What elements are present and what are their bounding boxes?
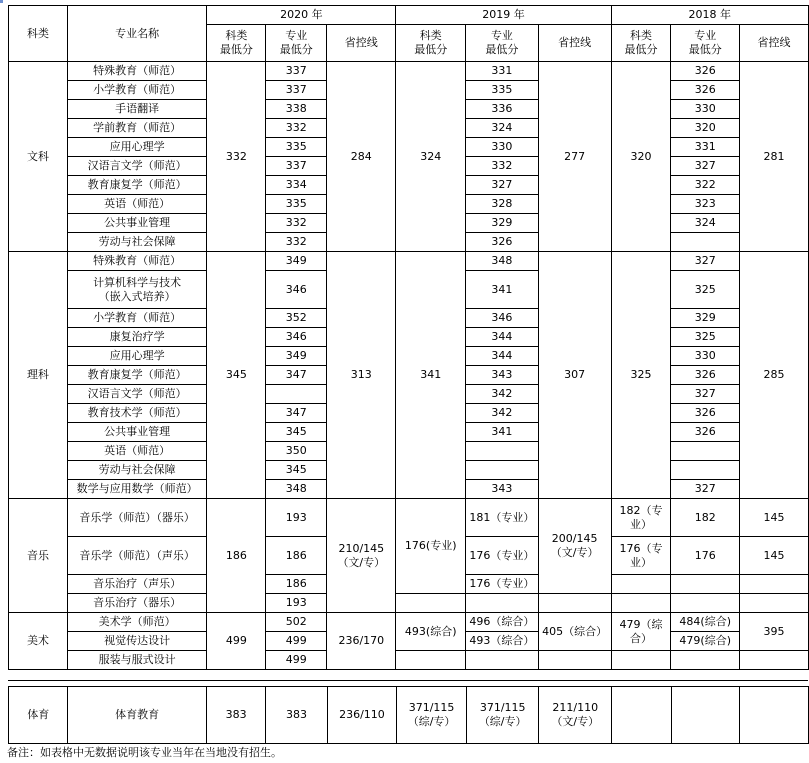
score-2020: 337 [266, 62, 327, 81]
header-category: 科类 [9, 6, 68, 62]
empty-cell [396, 594, 465, 613]
major-name: 小学教育（师范） [67, 81, 206, 100]
score-2020: 332 [266, 214, 327, 233]
score-2018: 327 [671, 385, 740, 404]
major-name: 手语翻译 [67, 100, 206, 119]
score-2018: 327 [671, 252, 740, 271]
score-2020: 347 [266, 366, 327, 385]
tiyu-2020-control-line: 236/110 [327, 687, 397, 744]
score-2020: 350 [266, 442, 327, 461]
score-2020: 345 [266, 461, 327, 480]
wenke-2018-category-min: 320 [611, 62, 671, 252]
score-2018: 326 [671, 404, 740, 423]
subheader-2018-control-line: 省控线 [739, 25, 808, 62]
score-2020: 499 [266, 632, 327, 651]
score-2020: 338 [266, 100, 327, 119]
score-2019 [465, 442, 538, 461]
tiyu-2020-category-min: 383 [206, 687, 265, 744]
score-2020: 334 [266, 176, 327, 195]
major-name: 服装与服式设计 [67, 651, 206, 670]
score-2020: 193 [266, 594, 327, 613]
score-2018: 329 [671, 309, 740, 328]
major-name: 公共事业管理 [67, 423, 206, 442]
category-meishu: 美术 [9, 613, 68, 670]
meishu-2018-control-line: 395 [739, 613, 808, 651]
score-2020 [266, 385, 327, 404]
score-2020: 347 [266, 404, 327, 423]
score-2020: 348 [266, 480, 327, 499]
score-2018 [672, 687, 740, 744]
score-2020: 332 [266, 119, 327, 138]
yinyue-2018-category-min: 182（专 业） [611, 499, 671, 537]
major-name: 计算机科学与技术 （嵌入式培养） [67, 271, 206, 309]
major-name: 小学教育（师范） [67, 309, 206, 328]
yinyue-2019-control-line: 200/145 （文/专） [538, 499, 611, 594]
score-2019: 330 [465, 138, 538, 157]
header-year-2020: 2020 年 [207, 6, 396, 25]
subheader-2020-control-line: 省控线 [327, 25, 396, 62]
score-2019: 341 [465, 271, 538, 309]
empty-cell [739, 594, 808, 613]
major-name: 教育技术学（师范） [67, 404, 206, 423]
empty-cell [396, 651, 465, 670]
score-2018: 182 [671, 499, 740, 537]
like-2019-category-min: 341 [396, 252, 465, 499]
score-2019: 341 [465, 423, 538, 442]
score-2019: 344 [465, 347, 538, 366]
wenke-2020-control-line: 284 [327, 62, 396, 252]
admission-score-table [8, 5, 809, 670]
score-2018: 326 [671, 62, 740, 81]
score-2020: 335 [266, 138, 327, 157]
empty-cell [739, 575, 808, 594]
major-name: 学前教育（师范） [67, 119, 206, 138]
yinyue-2020-control-line: 210/145 （文/专） [327, 499, 396, 613]
major-name: 劳动与社会保障 [67, 233, 206, 252]
score-2019: 371/115 （综/专） [466, 687, 539, 744]
score-2019: 493（综合） [465, 632, 538, 651]
score-2019: 336 [465, 100, 538, 119]
subheader-2019-control-line: 省控线 [538, 25, 611, 62]
score-2019: 324 [465, 119, 538, 138]
major-name: 音乐治疗（声乐） [67, 575, 206, 594]
major-name: 康复治疗学 [67, 328, 206, 347]
meishu-2020-control-line: 236/170 [327, 613, 396, 670]
score-2018: 325 [671, 271, 740, 309]
score-2020: 383 [266, 687, 327, 744]
like-2020-category-min: 345 [207, 252, 266, 499]
score-2020: 337 [266, 157, 327, 176]
score-2018: 327 [671, 480, 740, 499]
score-2018: 322 [671, 176, 740, 195]
score-2018: 326 [671, 366, 740, 385]
score-2018 [671, 442, 740, 461]
major-name: 美术学（师范） [67, 613, 206, 632]
subheader-2018-category-min: 科类 最低分 [611, 25, 671, 62]
subheader-2019-category-min: 科类 最低分 [396, 25, 465, 62]
header-major: 专业名称 [67, 6, 206, 62]
score-2019: 327 [465, 176, 538, 195]
header-year-2019: 2019 年 [396, 6, 611, 25]
empty-cell [538, 594, 611, 613]
score-2018: 326 [671, 423, 740, 442]
score-2018: 320 [671, 119, 740, 138]
subheader-2019-major-min: 专业 最低分 [465, 25, 538, 62]
score-2020: 337 [266, 81, 327, 100]
score-2020: 349 [266, 252, 327, 271]
major-name: 公共事业管理 [67, 214, 206, 233]
empty-cell [538, 651, 611, 670]
tiyu-2019-category-min: 371/115 （综/专） [397, 687, 467, 744]
subheader-2020-category-min: 科类 最低分 [207, 25, 266, 62]
major-name: 教育康复学（师范） [67, 176, 206, 195]
like-2018-category-min: 325 [611, 252, 671, 499]
score-2019: 331 [465, 62, 538, 81]
wenke-2020-category-min: 332 [207, 62, 266, 252]
major-name: 汉语言文学（师范） [67, 385, 206, 404]
meishu-2019-control-line: 405（综合） [538, 613, 611, 651]
score-2020: 335 [266, 195, 327, 214]
wenke-2019-category-min: 324 [396, 62, 465, 252]
major-name: 音乐学（师范）（器乐） [67, 499, 206, 537]
tiyu-2018-category-min [612, 687, 672, 744]
major-name: 音乐学（师范）（声乐） [67, 537, 206, 575]
score-2019: 176（专业） [465, 537, 538, 575]
score-2020: 346 [266, 328, 327, 347]
subheader-2020-major-min: 专业 最低分 [266, 25, 327, 62]
major-name: 教育康复学（师范） [67, 366, 206, 385]
category-tiyu: 体育 [9, 687, 68, 744]
score-2019: 326 [465, 233, 538, 252]
score-2019 [465, 594, 538, 613]
empty-cell [611, 594, 671, 613]
empty-cell [671, 575, 740, 594]
header-year-2018: 2018 年 [611, 6, 808, 25]
score-2019 [465, 651, 538, 670]
score-2020: 352 [266, 309, 327, 328]
major-name: 数学与应用数学（师范） [67, 480, 206, 499]
score-2020: 349 [266, 347, 327, 366]
score-2020: 332 [266, 233, 327, 252]
score-2020: 345 [266, 423, 327, 442]
major-name: 特殊教育（师范） [67, 62, 206, 81]
major-name: 应用心理学 [67, 347, 206, 366]
score-2019: 496（综合） [465, 613, 538, 632]
score-2018: 330 [671, 347, 740, 366]
score-2019: 176（专业） [465, 575, 538, 594]
meishu-2018-category-min: 479（综 合） [611, 613, 671, 651]
score-2019: 329 [465, 214, 538, 233]
score-2018: 326 [671, 81, 740, 100]
tiyu-2019-control-line: 211/110 （文/专） [539, 687, 612, 744]
score-2019: 343 [465, 366, 538, 385]
score-2019: 181（专业） [465, 499, 538, 537]
score-2019: 328 [465, 195, 538, 214]
score-2018: 484(综合) [671, 613, 740, 632]
empty-cell [611, 575, 671, 594]
wenke-2019-control-line: 277 [538, 62, 611, 252]
score-2019 [465, 461, 538, 480]
score-2020: 499 [266, 651, 327, 670]
category-like: 理科 [9, 252, 68, 499]
yinyue-2018-control-line: 145 [739, 499, 808, 537]
empty-cell [671, 594, 740, 613]
like-2019-control-line: 307 [538, 252, 611, 499]
score-2018 [671, 461, 740, 480]
score-2020: 186 [266, 537, 327, 575]
major-name: 英语（师范） [67, 195, 206, 214]
yinyue-2018-control-line: 145 [739, 537, 808, 575]
category-yinyue: 音乐 [9, 499, 68, 613]
score-2018: 324 [671, 214, 740, 233]
yinyue-2020-category-min: 186 [207, 499, 266, 613]
score-2019: 342 [465, 404, 538, 423]
meishu-2019-category-min: 493(综合) [396, 613, 465, 651]
score-2020: 346 [266, 271, 327, 309]
score-2018: 325 [671, 328, 740, 347]
section-divider [8, 680, 808, 681]
major-name: 汉语言文学（师范） [67, 157, 206, 176]
score-2019: 344 [465, 328, 538, 347]
meishu-2020-category-min: 499 [207, 613, 266, 670]
score-2018: 479(综合) [671, 632, 740, 651]
empty-cell [611, 651, 671, 670]
major-name: 视觉传达设计 [67, 632, 206, 651]
score-2020: 193 [266, 499, 327, 537]
tiyu-2018-control-line [740, 687, 809, 744]
corner-marker [0, 0, 3, 3]
major-name: 体育教育 [68, 687, 206, 744]
score-2019: 346 [465, 309, 538, 328]
empty-cell [739, 651, 808, 670]
score-2020: 502 [266, 613, 327, 632]
score-2019: 332 [465, 157, 538, 176]
score-2019: 348 [465, 252, 538, 271]
major-name: 劳动与社会保障 [67, 461, 206, 480]
like-2018-control-line: 285 [739, 252, 808, 499]
score-2019: 343 [465, 480, 538, 499]
yinyue-2018-category-min: 176（专 业） [611, 537, 671, 575]
major-name: 应用心理学 [67, 138, 206, 157]
score-2019: 335 [465, 81, 538, 100]
score-2018: 327 [671, 157, 740, 176]
subheader-2018-major-min: 专业 最低分 [671, 25, 740, 62]
major-name: 英语（师范） [67, 442, 206, 461]
score-2018: 176 [671, 537, 740, 575]
score-2018 [671, 233, 740, 252]
score-2018: 330 [671, 100, 740, 119]
category-wenke: 文科 [9, 62, 68, 252]
pe-score-table [8, 686, 809, 744]
major-name: 特殊教育（师范） [67, 252, 206, 271]
major-name: 音乐治疗（器乐） [67, 594, 206, 613]
score-2018: 331 [671, 138, 740, 157]
score-2020: 186 [266, 575, 327, 594]
footnote: 备注：如表格中无数据说明该专业当年在当地没有招生。 [7, 746, 282, 759]
like-2020-control-line: 313 [327, 252, 396, 499]
score-2019: 342 [465, 385, 538, 404]
wenke-2018-control-line: 281 [739, 62, 808, 252]
yinyue-2019-category-min: 176(专业) [396, 499, 465, 594]
score-2018: 323 [671, 195, 740, 214]
score-2018 [671, 651, 740, 670]
